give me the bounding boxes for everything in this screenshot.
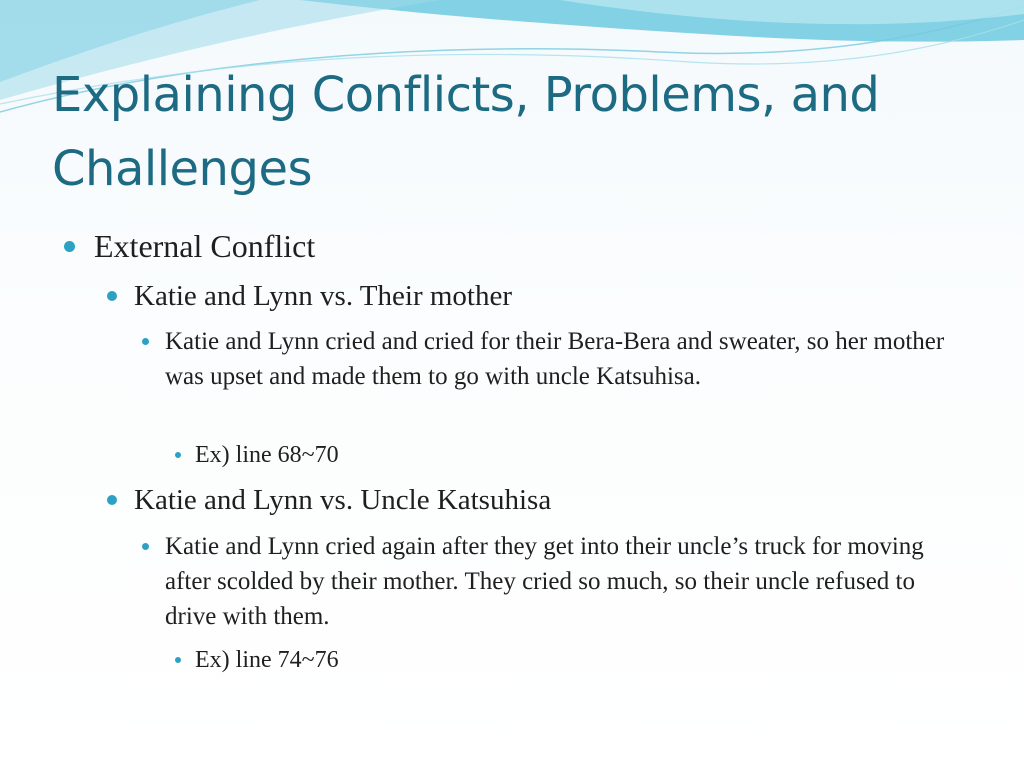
bullet-text: Katie and Lynn cried again after they get into their uncle’s truck for moving after scolded by their mother. They cried so much, so their uncle refused to drive with them. (165, 533, 924, 630)
bullet-uncle-detail (165, 529, 955, 634)
bullet-dot-icon (175, 657, 181, 663)
bullet-text: Ex) line 74~76 (195, 647, 339, 673)
bullet-text: Katie and Lynn cried and cried for their Bera-Bera and sweater, so her mother was upset and made them to go with uncle Katsuhisa. (165, 328, 945, 390)
bullet-line-ref-2 (195, 644, 955, 676)
bullet-dot-icon (107, 495, 117, 505)
bullet-vs-uncle (134, 482, 974, 518)
bullet-mother-detail (165, 324, 955, 394)
bullet-dot-icon (64, 241, 75, 252)
bullet-text: Ex) line 68~70 (195, 442, 339, 468)
bullet-dot-icon (175, 452, 181, 458)
bullet-dot-icon (107, 291, 117, 301)
bullet-text: Katie and Lynn vs. Uncle Katsuhisa (134, 484, 552, 516)
bullet-external-conflict (94, 226, 974, 266)
bullet-text: Katie and Lynn vs. Their mother (134, 280, 512, 312)
bullet-vs-mother (134, 278, 974, 314)
bullet-dot-icon (142, 543, 149, 550)
bullet-line-ref-1 (195, 439, 955, 471)
bullet-dot-icon (142, 338, 149, 345)
slide-title: Explaining Conflicts, Problems, and Challenges (52, 67, 880, 197)
bullet-text: External Conflict (94, 228, 316, 264)
